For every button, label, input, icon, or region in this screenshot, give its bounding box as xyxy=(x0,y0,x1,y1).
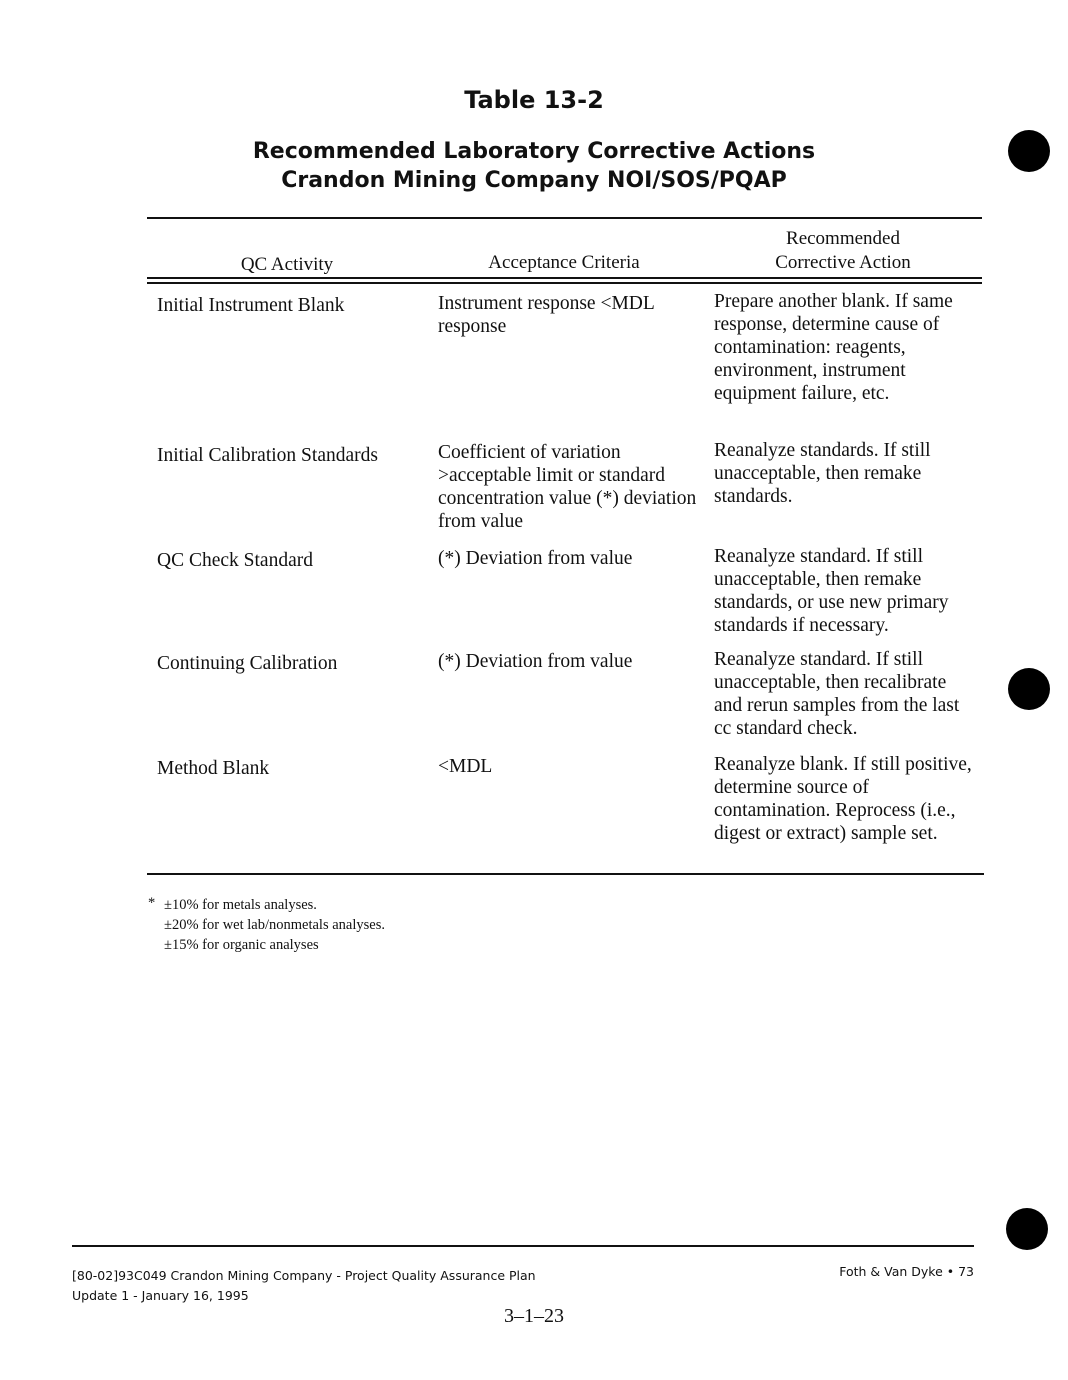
footnote-marker: * xyxy=(148,895,156,911)
row-2-action: Reanalyze standards. If still unacceptable, then remake standards. xyxy=(714,440,931,507)
header-corrective-action-line-1: Recommended xyxy=(786,228,900,249)
footnotes xyxy=(148,895,385,955)
header-rule-upper xyxy=(147,277,982,279)
header-qc-activity: QC Activity xyxy=(240,254,334,275)
table-subtitle xyxy=(0,137,1068,195)
header-corrective-action xyxy=(718,227,968,275)
header-corrective-action-line-2: Corrective Action xyxy=(775,252,911,273)
row-1-activity: Initial Instrument Blank xyxy=(157,295,345,316)
row-5-criteria: <MDL xyxy=(438,756,493,777)
footer-document-id: [80-02]93C049 Crandon Mining Company - Project Quality Assurance Plan xyxy=(72,1268,536,1283)
row-4-activity: Continuing Calibration xyxy=(157,653,338,674)
row-2-activity: Initial Calibration Standards xyxy=(157,445,378,466)
footer-company-page: Foth & Van Dyke • 73 xyxy=(839,1264,974,1279)
row-3-activity: QC Check Standard xyxy=(157,550,313,571)
row-2-criteria: Coefficient of variation >acceptable limit or standard concentration value (*) deviation from value xyxy=(438,442,697,532)
row-4-criteria: (*) Deviation from value xyxy=(438,651,633,672)
table-bottom-rule xyxy=(147,873,984,875)
footnote-line-1: ±10% for metals analyses. xyxy=(164,897,317,913)
header-rule-lower xyxy=(147,282,982,284)
footer-left xyxy=(72,1266,536,1306)
row-5-action: Reanalyze blank. If still positive, determine source of contamination. Reprocess (i.e., digest or extract) sample set. xyxy=(714,754,972,844)
subtitle-line-1: Recommended Laboratory Corrective Actions xyxy=(252,139,816,164)
header-acceptance-criteria: Acceptance Criteria xyxy=(488,252,640,273)
footnote-line-2: ±20% for wet lab/nonmetals analyses. xyxy=(164,917,385,933)
footer-update-date: Update 1 - January 16, 1995 xyxy=(72,1288,249,1303)
row-3-action: Reanalyze standard. If still unacceptable, then remake standards, or use new primary standards if necessary. xyxy=(714,546,949,636)
table-top-rule xyxy=(147,217,982,219)
row-1-criteria: Instrument response <MDL response xyxy=(438,293,655,337)
page-number: 3–1–23 xyxy=(504,1305,564,1327)
subtitle-line-2: Crandon Mining Company NOI/SOS/PQAP xyxy=(281,168,787,193)
table-title: Table 13-2 xyxy=(464,86,604,114)
punch-hole-top xyxy=(1008,130,1050,172)
row-1-action: Prepare another blank. If same response, determine cause of contamination: reagents, environment, instrument equipment failure, etc. xyxy=(714,291,953,404)
row-4-action: Reanalyze standard. If still unacceptable, then recalibrate and rerun samples from the last cc standard check. xyxy=(714,649,960,739)
footnote-line-3: ±15% for organic analyses xyxy=(164,937,319,953)
row-3-criteria: (*) Deviation from value xyxy=(438,548,633,569)
punch-hole-bottom xyxy=(1006,1208,1048,1250)
row-5-activity: Method Blank xyxy=(157,758,270,779)
footer-rule xyxy=(72,1245,974,1247)
punch-hole-middle xyxy=(1008,668,1050,710)
